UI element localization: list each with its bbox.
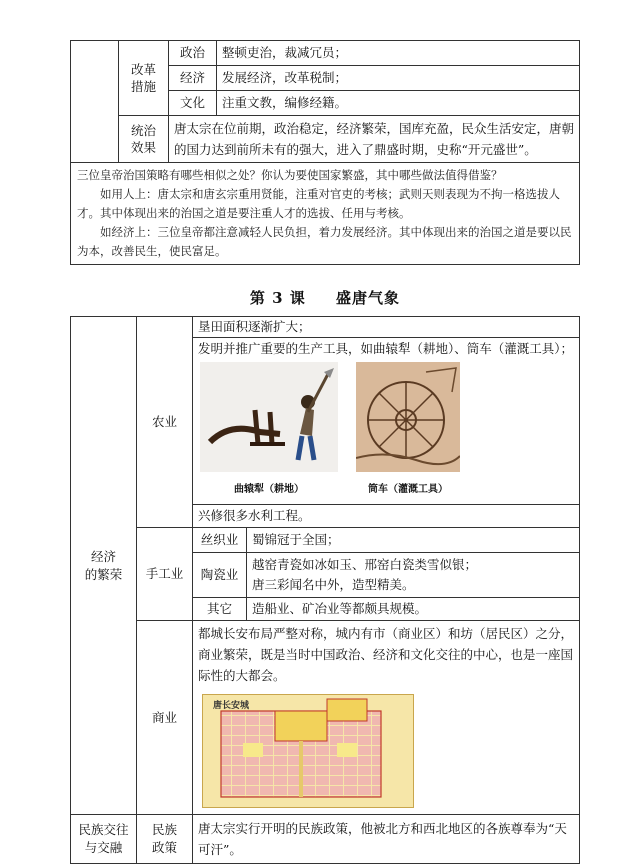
discussion-answer: 如用人上：唐太宗和唐玄宗重用贤能，注重对官吏的考核；武则天则表现为不拘一格选拔人才。其中体现出来的治国之道是要注重人才的选拔、任用与考核。 (77, 187, 560, 220)
curved-plow-illustration (200, 362, 338, 472)
effect-label: 统治 效果 (119, 116, 169, 163)
agriculture-item: 兴修很多水利工程。 (193, 505, 580, 528)
handicraft-content: 越窑青瓷如冰如玉、邢窑白瓷类雪似银； 唐三彩闻名中外，造型精美。 (247, 553, 580, 598)
handicraft-content: 造船业、矿冶业等都颇具规模。 (247, 598, 580, 621)
discussion-box (70, 163, 580, 265)
changan-map (202, 694, 414, 808)
handicraft-label: 手工业 (137, 528, 193, 621)
handicraft-category: 其它 (193, 598, 247, 621)
commerce-label: 商业 (137, 621, 193, 815)
economy-label: 经济 的繁荣 (71, 317, 137, 815)
ethnic-label: 民族交往 与交融 (71, 815, 137, 864)
ethnic-policy-label: 民族 政策 (137, 815, 193, 864)
commerce-cell (193, 621, 580, 815)
reform-content: 整顿吏治，裁减冗员； (217, 41, 580, 66)
discussion-question: 三位皇帝治国策略有哪些相似之处？你认为要使国家繁盛，其中哪些做法值得借鉴？ (77, 168, 503, 182)
tool-figures (200, 362, 574, 500)
reform-category: 经济 (169, 66, 217, 91)
blank-left-cell (71, 41, 119, 163)
reform-category: 文化 (169, 91, 217, 116)
water-wheel-illustration (356, 362, 460, 472)
lesson-name: 盛唐气象 (336, 289, 401, 307)
lesson-number: 第 3 课 (249, 289, 306, 307)
agriculture-tools-cell (193, 338, 580, 505)
reform-label: 改革 措施 (119, 41, 169, 116)
prosperity-table (70, 316, 580, 864)
handicraft-category: 丝织业 (193, 528, 247, 553)
figure-caption: 曲辕犁（耕地） (234, 484, 304, 495)
commerce-content: 都城长安布局严整对称，城内有市（商业区）和坊（居民区）之分，商业繁荣，既是当时中国政治、经济和文化交往的中心，也是一座国际性的大都会。 (198, 626, 574, 683)
discussion-answer: 如经济上：三位皇帝都注意减轻人民负担，着力发展经济。其中体现出来的治国之道是要以民为本，改善民生，使民富足。 (77, 225, 572, 258)
curved-plow-figure (200, 362, 338, 500)
reform-table (70, 40, 580, 163)
handicraft-category: 陶瓷业 (193, 553, 247, 598)
agriculture-item: 发明并推广重要的生产工具，如曲辕犁（耕地）、筒车（灌溉工具）； (198, 341, 574, 356)
reform-content: 注重文教，编修经籍。 (217, 91, 580, 116)
lesson-title (70, 287, 580, 308)
water-wheel-figure (356, 362, 460, 500)
document-page (70, 40, 580, 864)
figure-caption: 筒车（灌溉工具） (368, 484, 448, 495)
map-title: 唐长安城 (213, 701, 250, 711)
handicraft-content: 蜀锦冠于全国； (247, 528, 580, 553)
effect-content: 唐太宗在位前期，政治稳定，经济繁荣，国库充盈，民众生活安定，唐朝的国力达到前所未有的强大，进入了鼎盛时期，史称“开元盛世”。 (169, 116, 580, 163)
agriculture-label: 农业 (137, 317, 193, 528)
agriculture-item: 垦田面积逐渐扩大； (193, 317, 580, 338)
reform-content: 发展经济，改革税制； (217, 66, 580, 91)
reform-category: 政治 (169, 41, 217, 66)
ethnic-policy-content: 唐太宗实行开明的民族政策，他被北方和西北地区的各族尊奉为“天可汗”。 (193, 815, 580, 864)
